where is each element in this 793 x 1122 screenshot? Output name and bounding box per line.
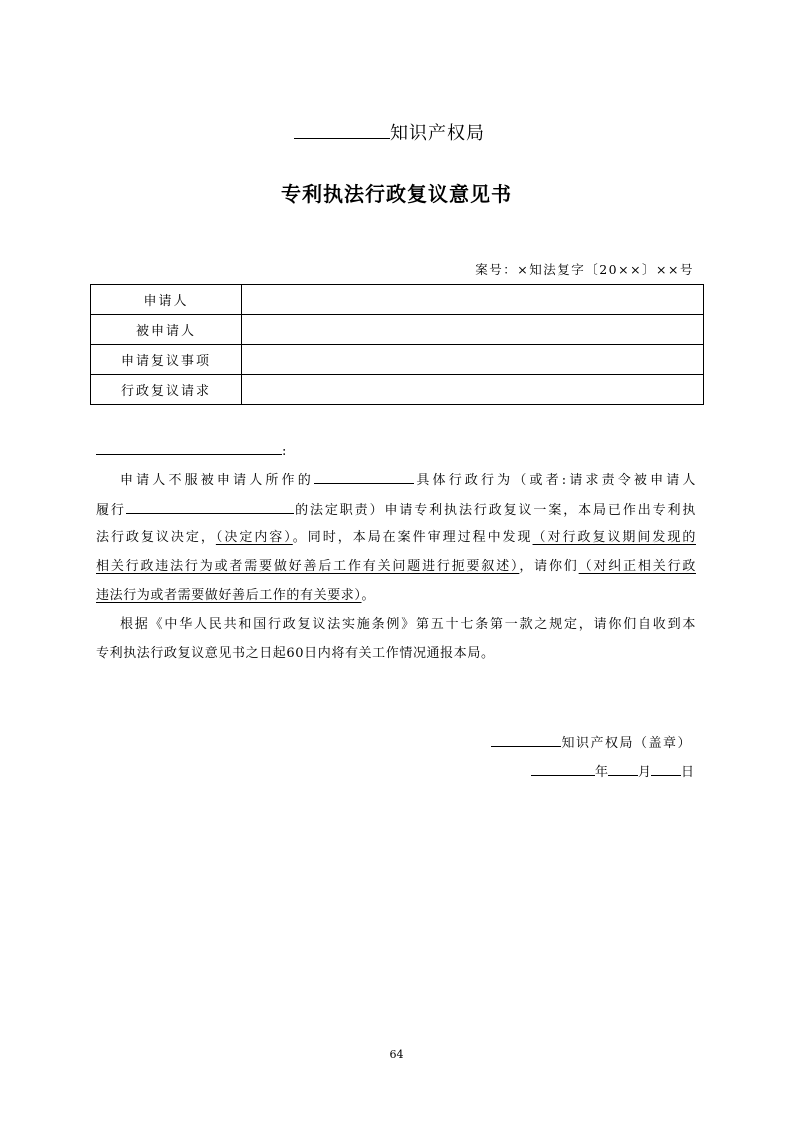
decision-content-placeholder[interactable]: （决定内容） bbox=[215, 530, 293, 545]
text-segment: 的法定职责）申请专利执法行政复议一案，本局已作出专利执 bbox=[293, 503, 696, 518]
row-label-request: 行政复议请求 bbox=[91, 375, 242, 405]
document-title: 专利执法行政复议意见书 bbox=[281, 182, 512, 206]
text-segment: 具体行政行为（或者:请求责令被申请人 bbox=[413, 473, 696, 488]
month-label: 月 bbox=[637, 765, 651, 780]
requirements-placeholder-cont[interactable]: 违法行为或者需要做好善后工作的有关要求） bbox=[96, 588, 362, 603]
paragraph-2-line-1: 根据《中华人民共和国行政复议法实施条例》第五十七条第一款之规定，请你们自收到本 bbox=[120, 617, 696, 632]
addressee-blank[interactable] bbox=[96, 438, 282, 455]
paragraph-2-line-2: 专利执法行政复议意见书之日起60日内将有关工作情况通报本局。 bbox=[96, 646, 495, 661]
year-label: 年 bbox=[594, 765, 608, 780]
text-segment: 法行政复议决定， bbox=[96, 530, 216, 545]
paragraph-1-line-2 bbox=[96, 497, 696, 518]
paragraph-1-line-4 bbox=[96, 555, 696, 574]
table-row bbox=[91, 345, 704, 375]
row-value-applicant[interactable] bbox=[242, 285, 704, 315]
text-segment: ，请你们 bbox=[519, 559, 579, 574]
paragraph-1-line-3 bbox=[96, 526, 696, 545]
text-segment: 。同时，本局在案件审理过程中发现 bbox=[292, 530, 533, 545]
issuing-authority bbox=[294, 118, 485, 145]
addressee-colon: : bbox=[282, 444, 287, 459]
duty-blank[interactable] bbox=[126, 497, 294, 514]
text-segment: 履行 bbox=[96, 503, 126, 518]
page-number: 64 bbox=[389, 1048, 404, 1061]
row-label-respondent: 被申请人 bbox=[91, 315, 242, 345]
row-value-matter[interactable] bbox=[242, 345, 704, 375]
day-blank[interactable] bbox=[651, 759, 681, 776]
text-segment: 申请人不服被申请人所作的 bbox=[120, 473, 314, 488]
authority-suffix: 知识产权局 bbox=[390, 123, 485, 144]
stamp-authority-blank[interactable] bbox=[491, 730, 561, 747]
signature-stamp bbox=[491, 730, 692, 751]
action-blank[interactable] bbox=[314, 467, 414, 484]
signature-date bbox=[531, 759, 694, 780]
authority-name-blank[interactable] bbox=[294, 118, 390, 139]
paragraph-1-line-1 bbox=[120, 467, 696, 488]
day-label: 日 bbox=[680, 765, 694, 780]
info-table bbox=[90, 284, 704, 405]
findings-placeholder-cont[interactable]: 相关行政违法行为或者需要做好善后工作有关问题进行扼要叙述） bbox=[96, 559, 520, 574]
row-value-respondent[interactable] bbox=[242, 315, 704, 345]
paragraph-1-line-5 bbox=[96, 584, 696, 603]
findings-placeholder[interactable]: （对行政复议期间发现的 bbox=[532, 530, 696, 545]
table-row bbox=[91, 375, 704, 405]
row-label-matter: 申请复议事项 bbox=[91, 345, 242, 375]
month-blank[interactable] bbox=[608, 759, 638, 776]
requirements-placeholder[interactable]: （对纠正相关行政 bbox=[578, 559, 696, 574]
year-blank[interactable] bbox=[531, 759, 595, 776]
row-label-applicant: 申请人 bbox=[91, 285, 242, 315]
case-number: 案号：×知法复字〔20××〕××号 bbox=[475, 262, 694, 277]
table-row bbox=[91, 285, 704, 315]
stamp-text: 知识产权局（盖章） bbox=[561, 736, 692, 751]
text-segment: 。 bbox=[361, 588, 376, 603]
addressee-line bbox=[96, 438, 286, 459]
row-value-request[interactable] bbox=[242, 375, 704, 405]
table-row bbox=[91, 315, 704, 345]
